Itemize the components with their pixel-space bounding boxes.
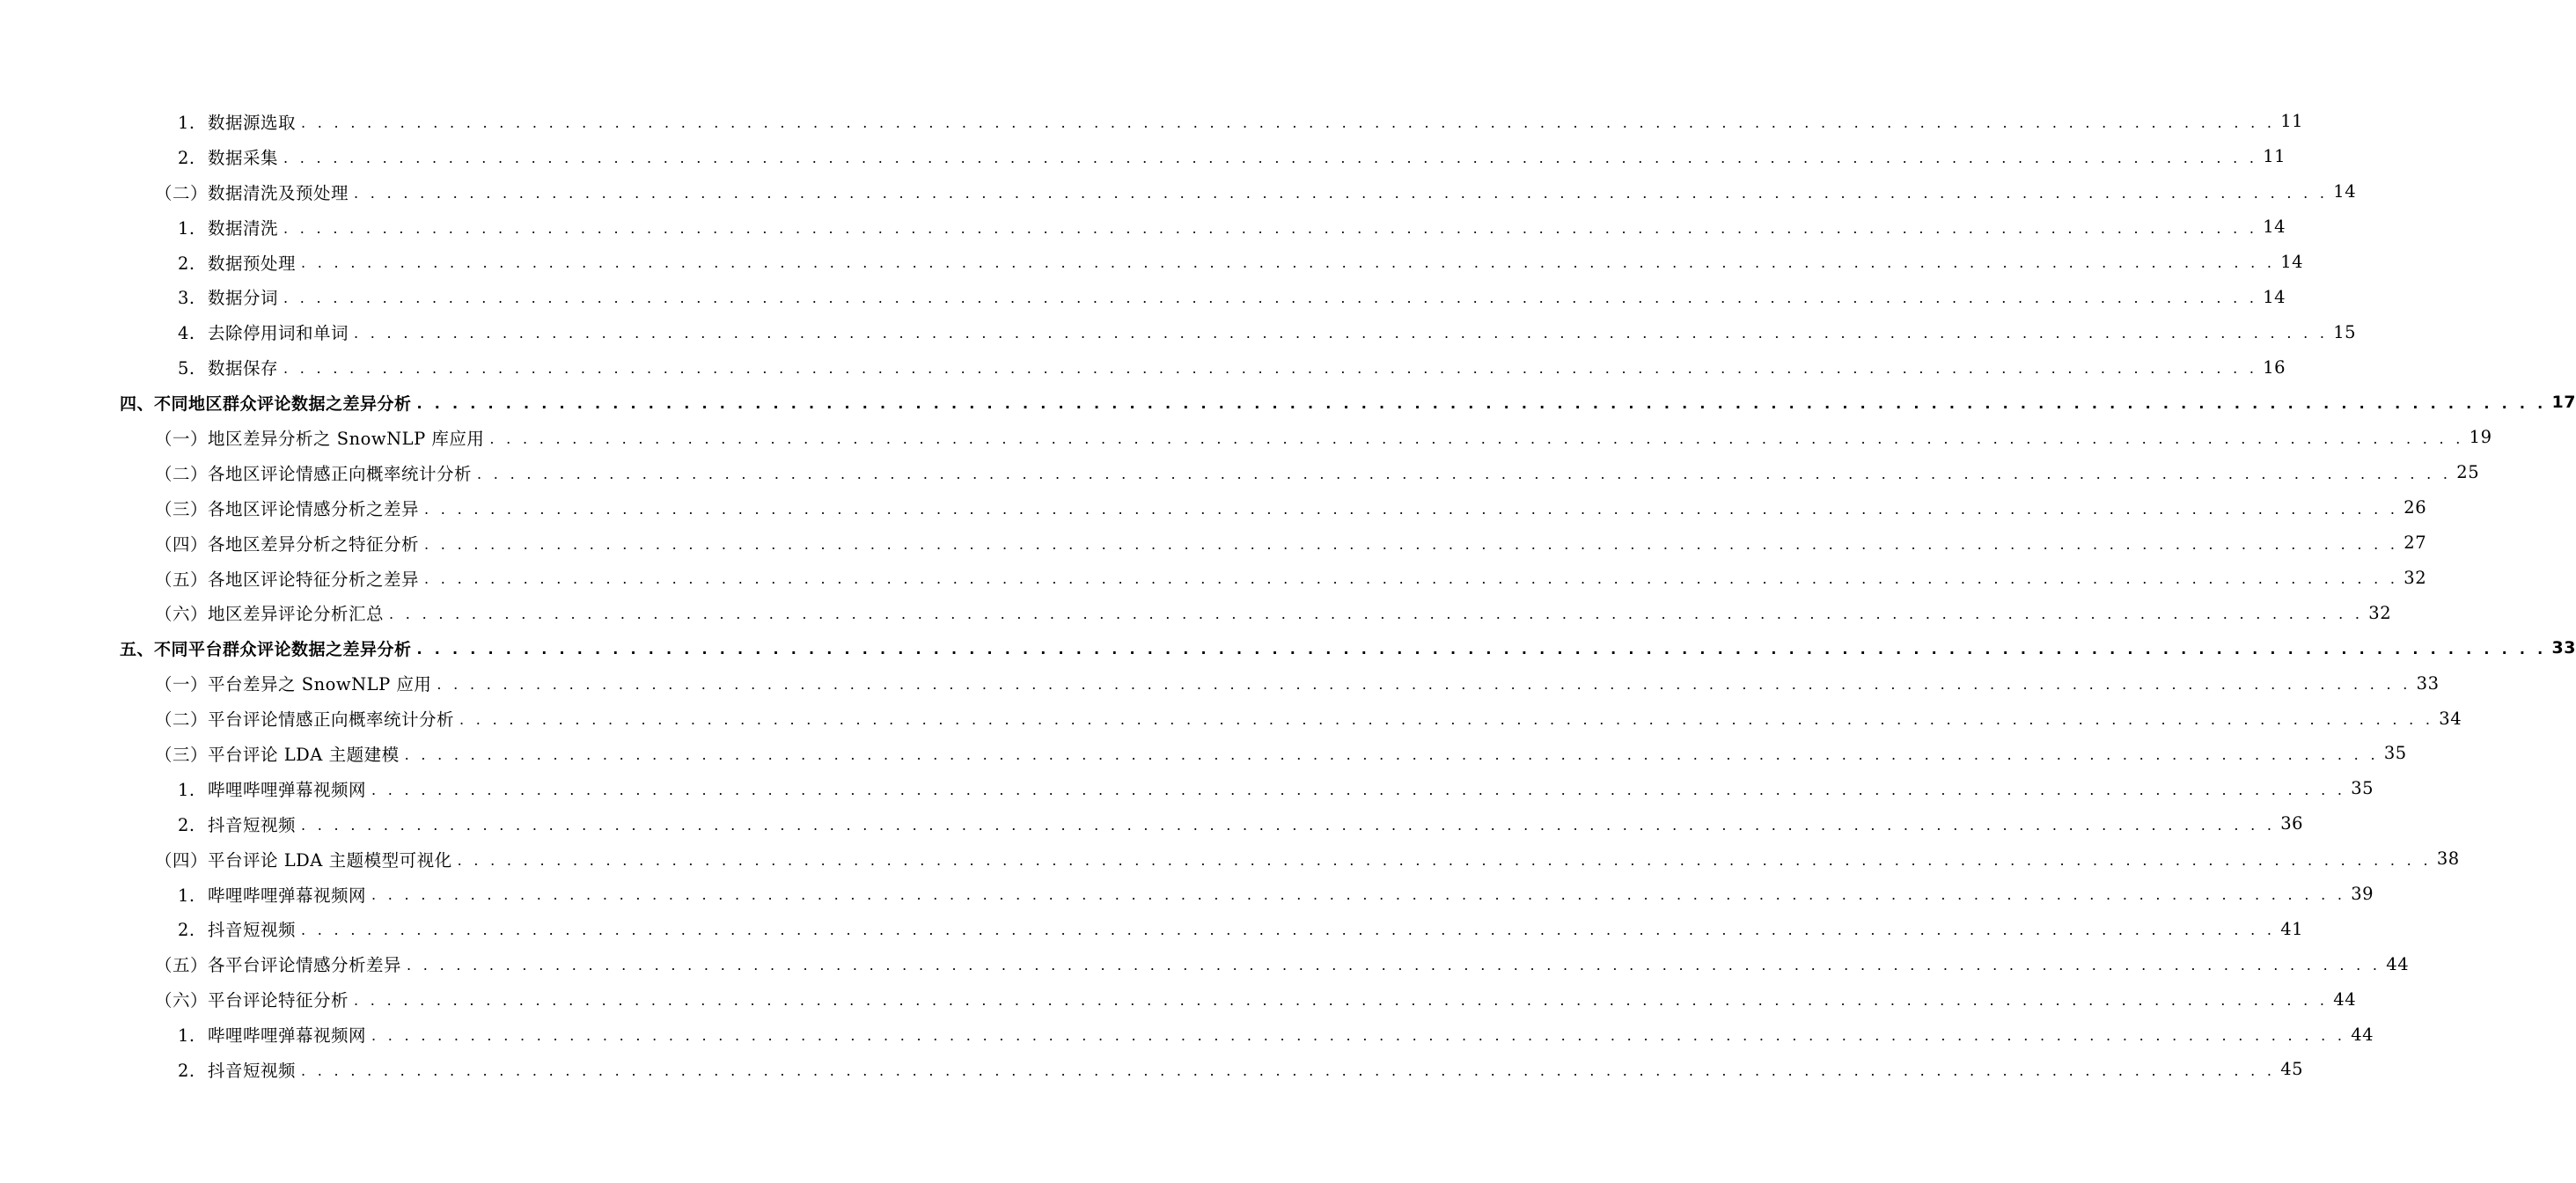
- toc-entry-number: （五）: [155, 955, 209, 976]
- toc-page-number: 11: [2263, 146, 2286, 167]
- toc-page-number: 15: [2333, 321, 2357, 342]
- toc-entry-heading: [178, 320, 349, 344]
- toc-dot-leader: . . . . . . . . . . . . . . . . . . . . . . . . . . . . . . . . . . . . . . . . . . . . . . . . . . . . . . . . . . . . . . . . . . . . . . . . . . . . . . . . . . . . . . . . . . . . . . . . . . . . . . . . . . . . . . . . . . . . . . . .: [354, 184, 2329, 202]
- toc-entry-title: 各平台评论情感分析差异: [208, 955, 402, 976]
- toc-entry-heading: [155, 180, 349, 204]
- toc-page-number: 39: [2351, 884, 2374, 905]
- toc-dot-leader: . . . . . . . . . . . . . . . . . . . . . . . . . . . . . . . . . . . . . . . . . . . . . . . . . . . . . . . . . . . . . . . . . . . . . . . . . . . . . . . . . . . . . . . . . . . . . . . . . . . . . . . . . . . . . . . . . . . . . . . .: [457, 851, 2432, 869]
- toc-entry-heading: [120, 391, 412, 415]
- toc-page-number: 44: [2351, 1024, 2374, 1045]
- toc-entry-number: （一）: [155, 428, 209, 449]
- toc-entry-heading: [178, 144, 278, 169]
- toc-entry-heading: [178, 776, 366, 801]
- toc-dot-leader: . . . . . . . . . . . . . . . . . . . . . . . . . . . . . . . . . . . . . . . . . . . . . . . . . . . . . . . . . . . . . . . . . . . . . . . . . . . . . . . . . . . . . . . . . . . . . . . . . . . . . . . . . . . . . . . . . . . . . . . .: [283, 290, 2258, 307]
- toc-page-number: 14: [2333, 181, 2357, 202]
- toc-entry-title: 数据保存: [208, 358, 279, 379]
- toc-entry-number: 1.: [178, 779, 195, 800]
- toc-entry-heading: [178, 812, 296, 836]
- toc-dot-leader: . . . . . . . . . . . . . . . . . . . . . . . . . . . . . . . . . . . . . . . . . . . . . . . . . . . . . . . . . . . . . . . . . . . . . . . . . . . . . . . . . . . . . . . . . . . . . . . . . . . . . . . . . . . . . . . . . . . . . . . .: [424, 570, 2399, 588]
- toc-page-number: 14: [2280, 252, 2304, 272]
- toc-page-number: 35: [2383, 743, 2407, 764]
- toc-entry-number: 3.: [178, 288, 195, 309]
- toc-entry-heading: [178, 109, 296, 134]
- toc-dot-leader: . . . . . . . . . . . . . . . . . . . . . . . . . . . . . . . . . . . . . . . . . . . . . . . . . . . . . . . . . . . . . . . . . . . . . . . . . . . . . . . . . . . . . . . . . . . . . . . . . . . . . . . . . . . . . . . . . . . . . . . .: [389, 606, 2364, 623]
- toc-entry-title: 平台评论情感正向概率统计分析: [208, 709, 455, 731]
- toc-page-number: 33: [2551, 638, 2576, 658]
- toc-page-number: 11: [2280, 111, 2304, 132]
- toc-section-entry[interactable]: [0, 561, 2427, 596]
- toc-entry-heading: [155, 847, 452, 871]
- toc-dot-leader: . . . . . . . . . . . . . . . . . . . . . . . . . . . . . . . . . . . . . . . . . . . . . . . . . . . . . . . . . . . . . . . . . . . . . . . . . . . . . . . . . . . . . . . . . . . . . . . . . . . . . . . . . . . . . . . . . . . . . . . .: [407, 957, 2382, 974]
- toc-entry-heading: [155, 671, 431, 695]
- toc-entry-heading: [178, 284, 278, 309]
- toc-dot-leader: . . . . . . . . . . . . . . . . . . . . . . . . . . . . . . . . . . . . . . . . . . . . . . . . . . . . . . . . . . . . . . . . . . . . . . . . . . . . . . . . . . . . . . . . . . . . . . . . . . . . . . . . . . . . . . . . . . . . . . . .: [283, 360, 2258, 378]
- toc-entry-title: 抖音短视频: [208, 920, 297, 941]
- toc-section-entry[interactable]: [0, 595, 2392, 630]
- toc-subsection-entry[interactable]: [0, 245, 2304, 280]
- toc-entry-number: （六）: [155, 990, 209, 1011]
- toc-entry-title: 各地区差异分析之特征分析: [208, 533, 420, 555]
- table-of-contents: [0, 104, 2576, 1087]
- toc-section-entry[interactable]: [0, 701, 2462, 736]
- toc-page-number: 17: [2551, 393, 2576, 413]
- toc-entry-heading: [178, 355, 278, 379]
- toc-dot-leader: . . . . . . . . . . . . . . . . . . . . . . . . . . . . . . . . . . . . . . . . . . . . . . . . . . . . . . . . . . . . . . . . . . . . . . . . . . . . . . . . . . . . . . . . . . . . . . . . . . . . . . . . . . . . . . . . . . . . . . . .: [301, 816, 2276, 834]
- toc-entry-title: 数据清洗及预处理: [208, 182, 349, 203]
- toc-entry-number: 2.: [178, 147, 195, 168]
- toc-page-number: 38: [2436, 849, 2460, 870]
- toc-section-entry[interactable]: [0, 841, 2460, 877]
- toc-entry-number: （三）: [155, 744, 209, 765]
- toc-subsection-entry[interactable]: [0, 314, 2357, 349]
- toc-entry-title: 哔哩哔哩弹幕视频网: [208, 885, 367, 906]
- toc-entry-heading: [155, 706, 454, 731]
- toc-entry-title: 各地区评论情感分析之差异: [208, 498, 420, 519]
- toc-entry-heading: [155, 566, 419, 591]
- toc-page-number: 14: [2263, 217, 2286, 238]
- toc-entry-title: 数据清洗: [208, 217, 279, 239]
- toc-entry-number: （二）: [155, 463, 209, 484]
- toc-entry-number: 1.: [178, 1025, 195, 1047]
- toc-section-entry[interactable]: [0, 174, 2357, 209]
- toc-entry-number: （二）: [155, 182, 209, 203]
- toc-entry-heading: [120, 636, 412, 660]
- toc-section-entry[interactable]: [0, 525, 2427, 561]
- toc-entry-title: 平台评论 LDA 主题建模: [208, 744, 400, 765]
- toc-dot-leader: . . . . . . . . . . . . . . . . . . . . . . . . . . . . . . . . . . . . . . . . . . . . . . . . . . . . . . . . . . . . . . . . . . . . . . . . . . . . . . . . . . . . . . . . . . . . . . . . . . . . . . . . . . . . . . . . . . . . . . . .: [371, 1027, 2346, 1045]
- toc-entry-heading: [155, 952, 401, 976]
- toc-entry-title: 平台差异之 SnowNLP 应用: [208, 674, 432, 695]
- toc-entry-title: 各地区评论情感正向概率统计分析: [208, 463, 473, 484]
- toc-entry-title: 数据预处理: [208, 253, 297, 274]
- toc-section-entry[interactable]: [0, 665, 2440, 701]
- toc-dot-leader: . . . . . . . . . . . . . . . . . . . . . . . . . . . . . . . . . . . . . . . . . . . . . . . . . . . . . . . . . . . . . . . . . . . . . . . . . . . . . . . . . . . . . . . . . . . . . . . . . . . . . . . . . . . . . . . . . . . . . . . .: [283, 149, 2258, 166]
- toc-subsection-entry[interactable]: [0, 209, 2286, 245]
- toc-dot-leader: . . . . . . . . . . . . . . . . . . . . . . . . . . . . . . . . . . . . . . . . . . . . . . . . . . . . . . . . . . . . . . . . . . . . . . . . . . . . . . . . . . . . . . . . . . . . . . . . . . . . . . . . . . . . . . . . . . . . . . . .: [424, 500, 2399, 518]
- toc-entry-heading: [155, 600, 384, 625]
- toc-page-number: 32: [2404, 568, 2427, 589]
- toc-section-entry[interactable]: [0, 455, 2480, 490]
- toc-chapter-entry[interactable]: [0, 630, 2576, 665]
- toc-dot-leader: . . . . . . . . . . . . . . . . . . . . . . . . . . . . . . . . . . . . . . . . . . . . . . . . . . . . . . . . . . . . . . . . . . . . . . . . . . . . . . . . . . . . . . . . . . . . . . . . . . . . . . . . . . . . . . . . . . . . . . . .: [371, 781, 2346, 798]
- toc-dot-leader: . . . . . . . . . . . . . . . . . . . . . . . . . . . . . . . . . . . . . . . . . . . . . . . . . . . . . . . . . . . . . . . . . . . . . . . . . . . . . . . . . . . . . . . . . . . . . . . . . . . . . . . . . . . . . . . . . . . . . . . .: [416, 641, 2547, 658]
- toc-entry-heading: [155, 531, 419, 555]
- toc-page-number: 33: [2416, 672, 2440, 694]
- toc-entry-number: （一）: [155, 674, 209, 695]
- toc-entry-title: 不同平台群众评论数据之差异分析: [154, 639, 412, 659]
- toc-entry-heading: [155, 460, 472, 485]
- toc-entry-number: （四）: [155, 533, 209, 555]
- toc-entry-number: 2.: [178, 920, 195, 941]
- toc-entry-number: 4.: [178, 323, 195, 344]
- toc-entry-title: 抖音短视频: [208, 814, 297, 835]
- toc-entry-number: （二）: [155, 709, 209, 731]
- toc-section-entry[interactable]: [0, 490, 2427, 525]
- toc-page-number: 27: [2404, 533, 2427, 554]
- toc-entry-number: 2.: [178, 253, 195, 274]
- toc-entry-title: 各地区评论特征分析之差异: [208, 569, 420, 590]
- toc-entry-number: 2.: [178, 814, 195, 835]
- toc-entry-number: （三）: [155, 498, 209, 519]
- toc-entry-number: 四、: [120, 393, 155, 414]
- toc-section-entry[interactable]: [0, 736, 2407, 771]
- toc-entry-title: 平台评论 LDA 主题模型可视化: [208, 849, 452, 871]
- toc-section-entry[interactable]: [0, 946, 2410, 981]
- toc-page-number: 14: [2263, 286, 2286, 307]
- toc-page-number: 45: [2280, 1059, 2304, 1080]
- toc-subsection-entry[interactable]: [0, 349, 2286, 385]
- toc-entry-heading: [178, 882, 366, 907]
- toc-subsection-entry[interactable]: [0, 877, 2374, 912]
- toc-dot-leader: . . . . . . . . . . . . . . . . . . . . . . . . . . . . . . . . . . . . . . . . . . . . . . . . . . . . . . . . . . . . . . . . . . . . . . . . . . . . . . . . . . . . . . . . . . . . . . . . . . . . . . . . . . . . . . . . . . . . . . . .: [301, 114, 2276, 131]
- toc-dot-leader: . . . . . . . . . . . . . . . . . . . . . . . . . . . . . . . . . . . . . . . . . . . . . . . . . . . . . . . . . . . . . . . . . . . . . . . . . . . . . . . . . . . . . . . . . . . . . . . . . . . . . . . . . . . . . . . . . . . . . . . .: [489, 430, 2464, 447]
- toc-section-entry[interactable]: [0, 420, 2492, 455]
- toc-dot-leader: . . . . . . . . . . . . . . . . . . . . . . . . . . . . . . . . . . . . . . . . . . . . . . . . . . . . . . . . . . . . . . . . . . . . . . . . . . . . . . . . . . . . . . . . . . . . . . . . . . . . . . . . . . . . . . . . . . . . . . . .: [283, 219, 2258, 237]
- toc-page-number: 44: [2386, 953, 2410, 974]
- toc-entry-heading: [178, 1057, 296, 1082]
- toc-entry-title: 哔哩哔哩弹幕视频网: [208, 1025, 367, 1047]
- toc-entry-number: 1.: [178, 112, 195, 133]
- toc-page-number: 44: [2333, 988, 2357, 1010]
- toc-page-number: 36: [2280, 813, 2304, 834]
- toc-page-number: 34: [2439, 708, 2462, 729]
- toc-entry-number: 五、: [120, 639, 155, 659]
- toc-entry-number: （六）: [155, 604, 209, 625]
- toc-entry-title: 数据源选取: [208, 112, 297, 133]
- toc-entry-title: 去除停用词和单词: [208, 323, 349, 344]
- toc-entry-heading: [178, 215, 278, 239]
- toc-entry-heading: [155, 987, 349, 1011]
- toc-page-number: 26: [2404, 497, 2427, 518]
- toc-entry-heading: [155, 496, 419, 520]
- toc-page-number: 19: [2469, 427, 2492, 448]
- toc-dot-leader: . . . . . . . . . . . . . . . . . . . . . . . . . . . . . . . . . . . . . . . . . . . . . . . . . . . . . . . . . . . . . . . . . . . . . . . . . . . . . . . . . . . . . . . . . . . . . . . . . . . . . . . . . . . . . . . . . . . . . . . .: [371, 886, 2346, 904]
- toc-dot-leader: . . . . . . . . . . . . . . . . . . . . . . . . . . . . . . . . . . . . . . . . . . . . . . . . . . . . . . . . . . . . . . . . . . . . . . . . . . . . . . . . . . . . . . . . . . . . . . . . . . . . . . . . . . . . . . . . . . . . . . . .: [459, 711, 2434, 729]
- toc-subsection-entry[interactable]: [0, 806, 2304, 841]
- toc-entry-title: 数据分词: [208, 288, 279, 309]
- toc-entry-title: 平台评论特征分析: [208, 990, 349, 1011]
- toc-entry-number: 1.: [178, 885, 195, 906]
- toc-entry-title: 抖音短视频: [208, 1060, 297, 1081]
- toc-entry-heading: [178, 250, 296, 275]
- toc-page-number: 16: [2263, 356, 2286, 378]
- toc-entry-number: （五）: [155, 569, 209, 590]
- toc-dot-leader: . . . . . . . . . . . . . . . . . . . . . . . . . . . . . . . . . . . . . . . . . . . . . . . . . . . . . . . . . . . . . . . . . . . . . . . . . . . . . . . . . . . . . . . . . . . . . . . . . . . . . . . . . . . . . . . . . . . . . . . .: [354, 992, 2329, 1010]
- toc-dot-leader: . . . . . . . . . . . . . . . . . . . . . . . . . . . . . . . . . . . . . . . . . . . . . . . . . . . . . . . . . . . . . . . . . . . . . . . . . . . . . . . . . . . . . . . . . . . . . . . . . . . . . . . . . . . . . . . . . . . . . . . .: [416, 395, 2547, 413]
- toc-entry-heading: [178, 916, 296, 941]
- toc-entry-number: 2.: [178, 1060, 195, 1081]
- toc-dot-leader: . . . . . . . . . . . . . . . . . . . . . . . . . . . . . . . . . . . . . . . . . . . . . . . . . . . . . . . . . . . . . . . . . . . . . . . . . . . . . . . . . . . . . . . . . . . . . . . . . . . . . . . . . . . . . . . . . . . . . . . .: [424, 535, 2399, 553]
- toc-dot-leader: . . . . . . . . . . . . . . . . . . . . . . . . . . . . . . . . . . . . . . . . . . . . . . . . . . . . . . . . . . . . . . . . . . . . . . . . . . . . . . . . . . . . . . . . . . . . . . . . . . . . . . . . . . . . . . . . . . . . . . . .: [477, 465, 2452, 482]
- toc-entry-heading: [155, 425, 484, 450]
- toc-dot-leader: . . . . . . . . . . . . . . . . . . . . . . . . . . . . . . . . . . . . . . . . . . . . . . . . . . . . . . . . . . . . . . . . . . . . . . . . . . . . . . . . . . . . . . . . . . . . . . . . . . . . . . . . . . . . . . . . . . . . . . . .: [404, 746, 2379, 763]
- toc-page-number: 41: [2280, 918, 2304, 939]
- toc-entry-heading: [155, 741, 400, 766]
- toc-section-entry[interactable]: [0, 981, 2357, 1017]
- toc-page-number: 25: [2456, 462, 2480, 483]
- toc-page-number: 32: [2368, 602, 2392, 623]
- toc-dot-leader: . . . . . . . . . . . . . . . . . . . . . . . . . . . . . . . . . . . . . . . . . . . . . . . . . . . . . . . . . . . . . . . . . . . . . . . . . . . . . . . . . . . . . . . . . . . . . . . . . . . . . . . . . . . . . . . . . . . . . . . .: [301, 254, 2276, 272]
- toc-subsection-entry[interactable]: [0, 1052, 2304, 1087]
- toc-entry-title: 数据采集: [208, 147, 279, 168]
- toc-subsection-entry[interactable]: [0, 911, 2304, 946]
- toc-entry-number: 5.: [178, 358, 195, 379]
- toc-entry-title: 地区差异评论分析汇总: [208, 604, 385, 625]
- toc-subsection-entry[interactable]: [0, 139, 2286, 174]
- toc-entry-title: 哔哩哔哩弹幕视频网: [208, 779, 367, 800]
- toc-entry-title: 不同地区群众评论数据之差异分析: [154, 393, 412, 414]
- toc-entry-heading: [178, 1022, 366, 1047]
- toc-dot-leader: . . . . . . . . . . . . . . . . . . . . . . . . . . . . . . . . . . . . . . . . . . . . . . . . . . . . . . . . . . . . . . . . . . . . . . . . . . . . . . . . . . . . . . . . . . . . . . . . . . . . . . . . . . . . . . . . . . . . . . . .: [301, 1062, 2276, 1079]
- toc-entry-number: （四）: [155, 849, 209, 871]
- toc-page-number: 35: [2351, 778, 2374, 799]
- toc-subsection-entry[interactable]: [0, 104, 2304, 139]
- toc-entry-title: 地区差异分析之 SnowNLP 库应用: [208, 428, 485, 449]
- toc-dot-leader: . . . . . . . . . . . . . . . . . . . . . . . . . . . . . . . . . . . . . . . . . . . . . . . . . . . . . . . . . . . . . . . . . . . . . . . . . . . . . . . . . . . . . . . . . . . . . . . . . . . . . . . . . . . . . . . . . . . . . . . .: [301, 922, 2276, 939]
- toc-subsection-entry[interactable]: [0, 279, 2286, 314]
- toc-chapter-entry[interactable]: [0, 385, 2576, 420]
- toc-dot-leader: . . . . . . . . . . . . . . . . . . . . . . . . . . . . . . . . . . . . . . . . . . . . . . . . . . . . . . . . . . . . . . . . . . . . . . . . . . . . . . . . . . . . . . . . . . . . . . . . . . . . . . . . . . . . . . . . . . . . . . . .: [437, 676, 2411, 694]
- toc-dot-leader: . . . . . . . . . . . . . . . . . . . . . . . . . . . . . . . . . . . . . . . . . . . . . . . . . . . . . . . . . . . . . . . . . . . . . . . . . . . . . . . . . . . . . . . . . . . . . . . . . . . . . . . . . . . . . . . . . . . . . . . .: [354, 325, 2329, 342]
- toc-entry-number: 1.: [178, 217, 195, 239]
- toc-subsection-entry[interactable]: [0, 1017, 2374, 1052]
- toc-subsection-entry[interactable]: [0, 771, 2374, 806]
